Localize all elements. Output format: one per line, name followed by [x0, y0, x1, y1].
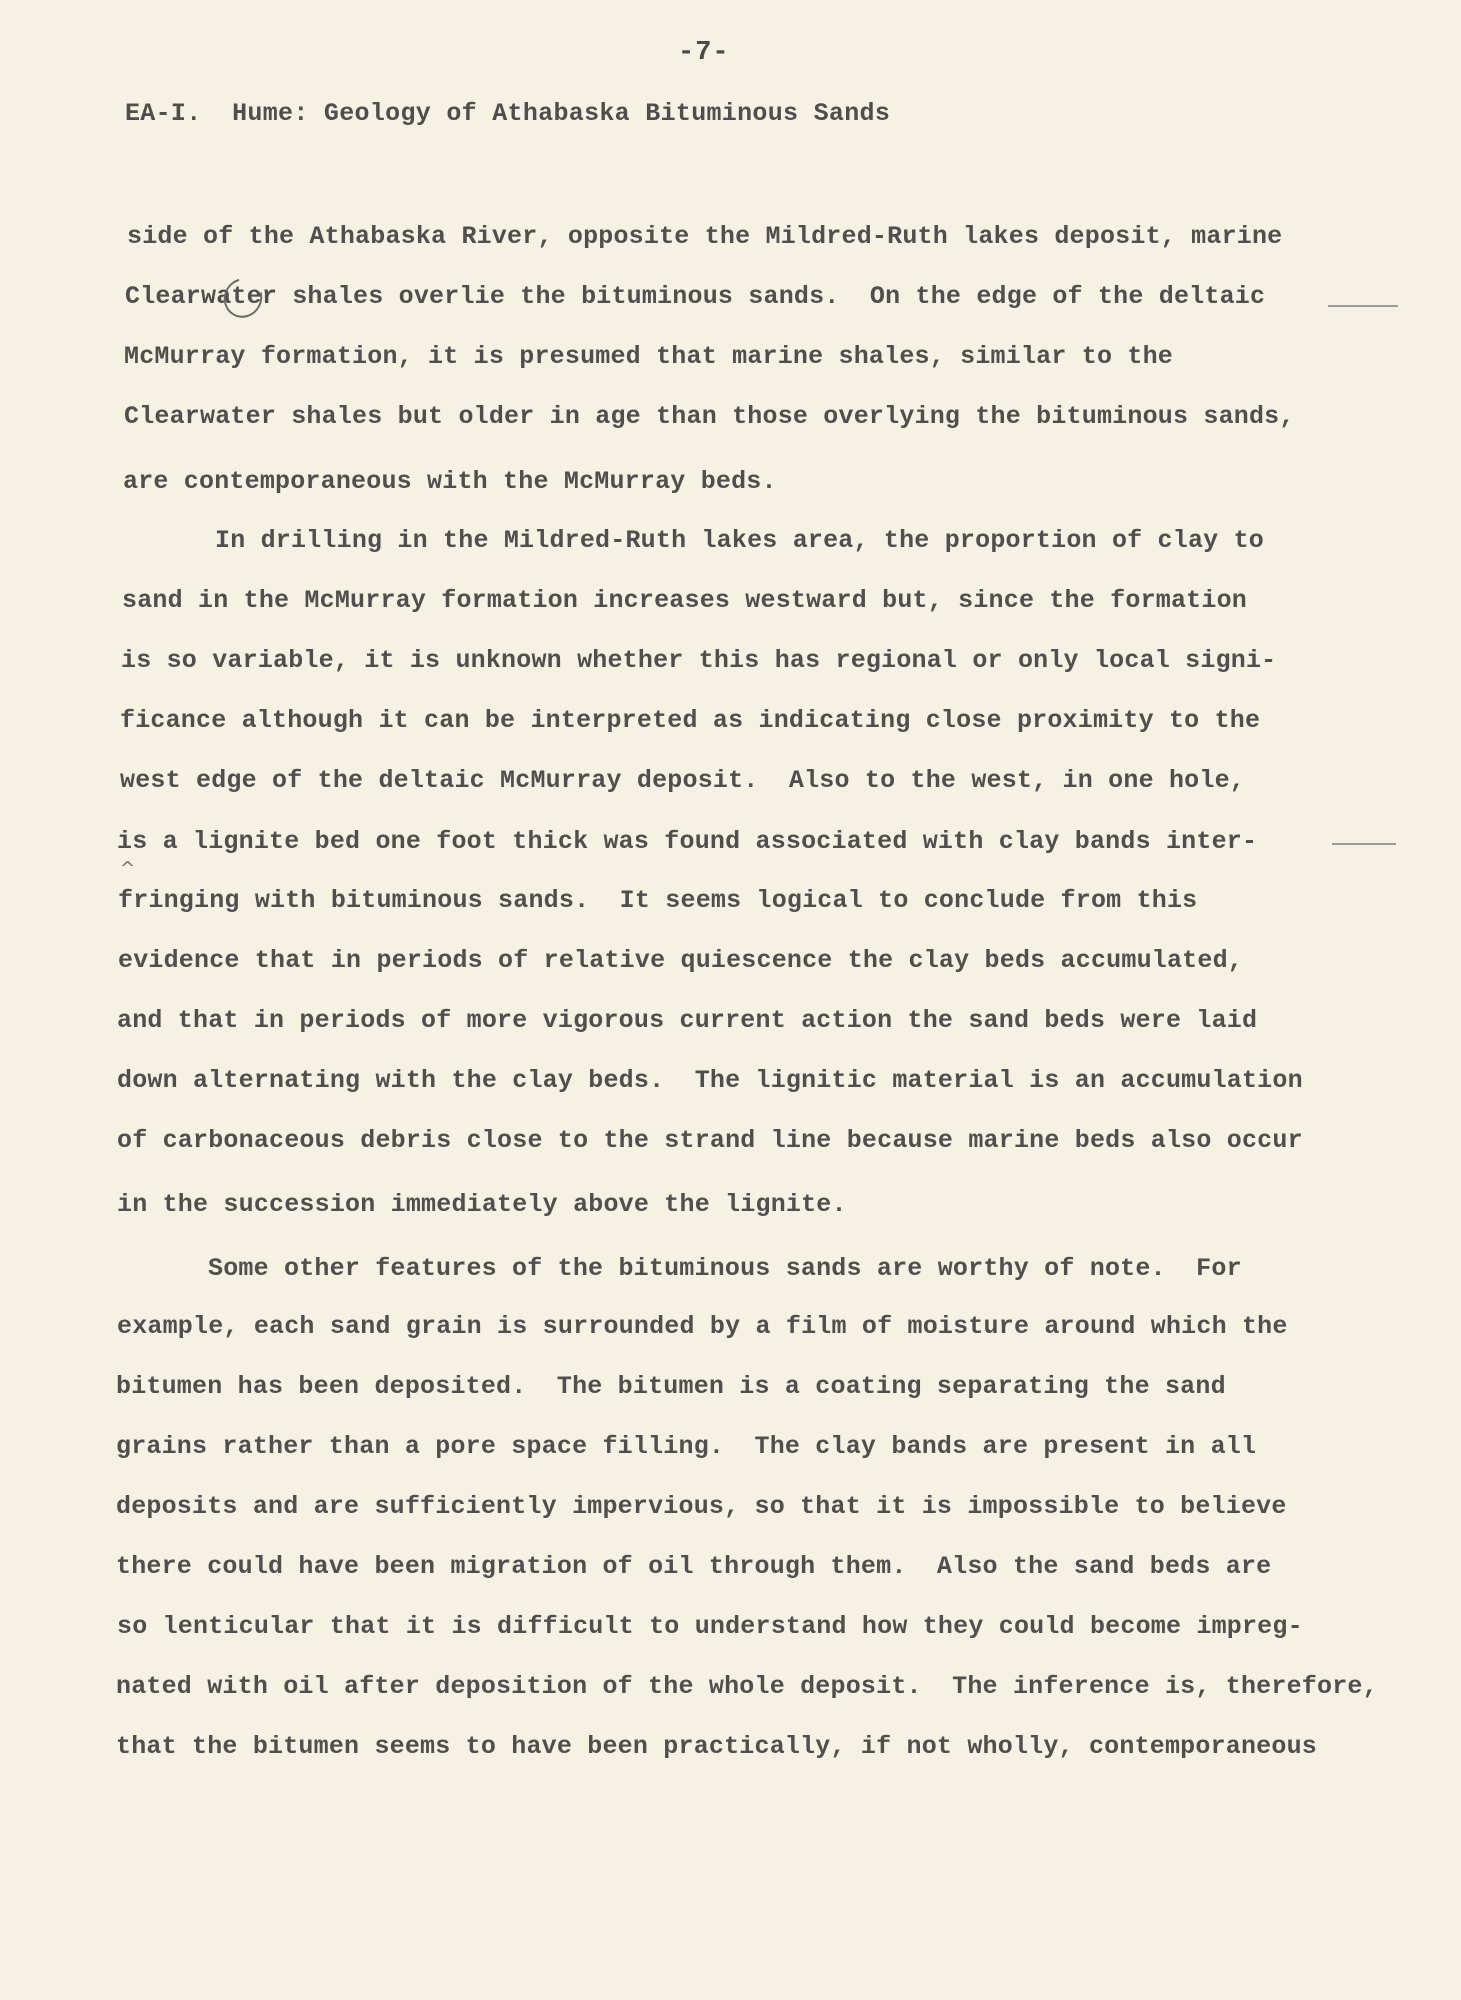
handwritten-caret-mark: ^ — [120, 858, 136, 879]
text-line: west edge of the deltaic McMurray deposit. Also to the west, in one hole, — [120, 766, 1245, 795]
handwritten-correction-loop — [217, 271, 270, 325]
text-line: Clearwater shales but older in age than those overlying the bituminous sands, — [124, 402, 1295, 431]
text-line: deposits and are sufficiently impervious, so that it is impossible to believe — [116, 1492, 1287, 1521]
text-line: nated with oil after deposition of the whole deposit. The inference is, therefore, — [116, 1672, 1378, 1701]
running-header: EA-I. Hume: Geology of Athabaska Bituminous Sands — [125, 99, 891, 128]
text-line: sand in the McMurray formation increases westward but, since the formation — [122, 586, 1247, 615]
text-line: are contemporaneous with the McMurray beds. — [123, 467, 777, 496]
text-line: ficance although it can be interpreted as indicating close proximity to the — [120, 706, 1261, 735]
text-line: that the bitumen seems to have been practically, if not wholly, contemporaneous — [116, 1732, 1317, 1761]
margin-mark — [1328, 305, 1398, 307]
text-line: of carbonaceous debris close to the strand line because marine beds also occur — [117, 1126, 1303, 1155]
text-line: In drilling in the Mildred-Ruth lakes area, the proportion of clay to — [215, 526, 1264, 555]
text-line: McMurray formation, it is presumed that marine shales, similar to the — [124, 342, 1173, 371]
text-line: and that in periods of more vigorous current action the sand beds were laid — [117, 1006, 1258, 1035]
text-line: down alternating with the clay beds. The lignitic material is an accumulation — [117, 1066, 1303, 1095]
text-line: Some other features of the bituminous sands are worthy of note. For — [208, 1254, 1242, 1283]
text-line: fringing with bituminous sands. It seems logical to conclude from this — [118, 886, 1198, 915]
text-line: in the succession immediately above the lignite. — [117, 1190, 847, 1219]
text-line: bitumen has been deposited. The bitumen is a coating separating the sand — [116, 1372, 1226, 1401]
text-line: is so variable, it is unknown whether this has regional or only local signi- — [121, 646, 1277, 675]
text-line: Clearwater shales overlie the bituminous sands. On the edge of the deltaic — [125, 282, 1266, 311]
text-line: evidence that in periods of relative quiescence the clay beds accumulated, — [118, 946, 1243, 975]
margin-mark — [1332, 843, 1396, 845]
text-line: side of the Athabaska River, opposite the Mildred-Ruth lakes deposit, marine — [127, 222, 1283, 251]
text-line: there could have been migration of oil through them. Also the sand beds are — [116, 1552, 1272, 1581]
text-line: so lenticular that it is difficult to understand how they could become impreg- — [117, 1612, 1303, 1641]
text-line: example, each sand grain is surrounded by a film of moisture around which the — [117, 1312, 1288, 1341]
text-line: is a lignite bed one foot thick was found associated with clay bands inter- — [117, 827, 1258, 856]
page-number: -7- — [678, 38, 730, 68]
text-line: grains rather than a pore space filling. The clay bands are present in all — [116, 1432, 1257, 1461]
